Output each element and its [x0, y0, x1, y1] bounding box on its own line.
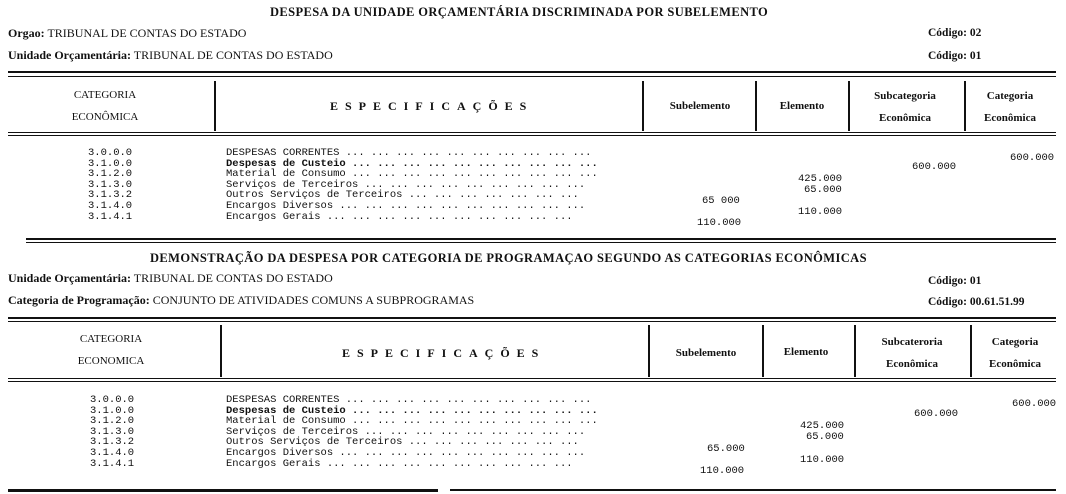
subelemento-value: 65.000 — [707, 443, 745, 455]
unidade-line-2 — [8, 271, 333, 286]
unidade-code — [928, 50, 981, 62]
spec-cell: Material de Consumo ... ... ... ... ... ... ... ... ... ... — [226, 168, 598, 181]
code-cell: 3.1.4.0 — [90, 446, 135, 459]
col-header-elemento: Elemento — [779, 100, 825, 112]
spec-cell: DESPESAS CORRENTES ... ... ... ... ... ... ... ... ... ... — [226, 394, 592, 406]
subcategoria-value: 600.000 — [912, 161, 957, 173]
code-cell: 3.1.2.0 — [88, 168, 133, 181]
elemento-value: 425.000 — [800, 420, 845, 432]
specs-column-2 — [226, 395, 598, 469]
code-cell: 3.1.4.1 — [88, 210, 133, 223]
orgao-line — [8, 26, 246, 41]
table-2-top-rule — [8, 317, 1056, 319]
code-value: 01 — [969, 275, 982, 287]
table-1-bottom-rule-2 — [26, 242, 1056, 243]
spec-cell: Encargos Gerais ... ... ... ... ... ... ... ... ... ... — [226, 210, 573, 223]
categoria-programacao-label: Categoria de Programação: — [8, 293, 150, 307]
col-header-economica: ECONÔMICA — [71, 111, 139, 123]
spec-cell: Outros Serviços de Terceiros ... ... ... ... ... ... ... — [226, 189, 579, 202]
unidade-value: TRIBUNAL DE CONTAS DO ESTADO — [133, 48, 333, 62]
spec-cell: Encargos Gerais ... ... ... ... ... ... ... ... ... ... — [226, 457, 573, 470]
spec-cell: Outros Serviços de Terceiros ... ... ... ... ... ... ... — [226, 436, 579, 449]
categoria-value: 600.000 — [1010, 152, 1055, 164]
code-cell: 3.1.3.2 — [90, 436, 135, 449]
table-1-header-rule-2 — [8, 135, 1056, 136]
col-header-categoria: CATEGORIA — [73, 89, 137, 101]
table-1-top-rule-2 — [8, 76, 1056, 77]
categoria-programacao-code — [928, 296, 1024, 308]
code-cell: 3.1.3.0 — [88, 178, 133, 191]
section-2-title: DEMONSTRAÇÃO DA DESPESA POR CATEGORIA DE PROGRAMAÇAO SEGUNDO AS CATEGORIAS ECONÔMICAS — [150, 251, 867, 265]
col-header-economica: ECONOMICA — [77, 355, 145, 367]
code-label: Código: — [928, 27, 967, 39]
code-cell: 3.1.4.0 — [88, 199, 133, 212]
table-2-bottom-rule-b — [450, 489, 1056, 491]
col-divider — [854, 325, 856, 377]
spec-cell: Serviços de Terceiros ... ... ... ... ... ... ... ... ... — [226, 425, 586, 438]
orgao-value: TRIBUNAL DE CONTAS DO ESTADO — [47, 26, 247, 40]
elemento-value: 110.000 — [798, 206, 843, 218]
col-header-categoria-col-2: Econômica — [989, 358, 1041, 370]
table-2-header-rule-2 — [8, 381, 1056, 382]
code-cell: 3.1.4.1 — [90, 457, 135, 470]
elemento-value: 65.000 — [806, 431, 844, 443]
code-cell: 3.0.0.0 — [88, 147, 133, 159]
code-label: Código: — [928, 50, 967, 62]
table-1-bottom-rule — [26, 238, 1056, 240]
col-header-subcategoria-2: Econômica — [879, 112, 931, 124]
elemento-value: 425.000 — [798, 173, 843, 185]
col-header-categoria-col-2: Econômica — [984, 112, 1036, 124]
col-header-subcategoria: Subcateroria — [881, 336, 943, 348]
code-value: 00.61.51.99 — [969, 296, 1025, 308]
unidade-code-2 — [928, 275, 981, 287]
code-label: Código: — [928, 275, 967, 287]
col-header-subelemento: Subelemento — [669, 100, 731, 112]
code-cell: 3.1.0.0 — [88, 157, 133, 170]
col-header-elemento: Elemento — [783, 346, 829, 358]
col-header-categoria-col: Categoria — [991, 336, 1039, 348]
table-2-header-rule — [8, 378, 1056, 379]
col-divider — [220, 325, 222, 377]
code-value: 02 — [969, 27, 982, 39]
categoria-programacao-line — [8, 293, 474, 308]
subcategoria-value: 600.000 — [914, 408, 959, 420]
spec-cell: Encargos Diversos ... ... ... ... ... ... ... ... ... ... — [226, 446, 586, 459]
col-divider — [648, 325, 650, 377]
elemento-value: 110.000 — [800, 454, 845, 466]
spec-cell: Despesas de Custeio ... ... ... ... ... ... ... ... ... ... — [226, 404, 598, 417]
col-header-subcategoria: Subcategoria — [874, 90, 936, 102]
table-1-header-rule — [8, 132, 1056, 133]
col-header-subelemento: Subelemento — [675, 347, 737, 359]
code-cell: 3.1.3.0 — [90, 425, 135, 438]
table-2-top-rule-2 — [8, 321, 1056, 322]
col-header-categoria: CATEGORIA — [79, 333, 143, 345]
unidade-value: TRIBUNAL DE CONTAS DO ESTADO — [133, 271, 333, 285]
elemento-value: 65.000 — [804, 184, 842, 196]
unidade-label: Unidade Orçamentária: — [8, 48, 131, 62]
code-cell: 3.1.0.0 — [90, 404, 135, 417]
spec-cell: Material de Consumo ... ... ... ... ... ... ... ... ... ... — [226, 415, 598, 428]
col-header-especificacoes: ESPECIFICAÇÕES — [330, 99, 534, 113]
codes-column-2 — [90, 395, 134, 469]
code-value: 01 — [969, 50, 982, 62]
unidade-label: Unidade Orçamentária: — [8, 271, 131, 285]
unidade-line — [8, 48, 333, 63]
code-label: Código: — [928, 296, 967, 308]
code-cell: 3.1.3.2 — [88, 189, 133, 202]
col-divider — [755, 81, 757, 131]
col-divider — [964, 81, 966, 131]
categoria-value: 600.000 — [1012, 398, 1057, 410]
col-divider — [642, 81, 644, 131]
code-cell: 3.0.0.0 — [90, 394, 135, 406]
table-2-bottom-rule — [8, 489, 438, 492]
spec-cell: Serviços de Terceiros ... ... ... ... ... ... ... ... ... — [226, 178, 586, 191]
spec-cell: Despesas de Custeio ... ... ... ... ... ... ... ... ... ... — [226, 157, 598, 170]
col-header-categoria-col: Categoria — [986, 90, 1034, 102]
spec-cell: Encargos Diversos ... ... ... ... ... ... ... ... ... ... — [226, 199, 586, 212]
subelemento-value: 65 000 — [702, 195, 740, 207]
orgao-code — [928, 27, 981, 39]
subelemento-value: 110.000 — [700, 465, 745, 477]
col-divider — [214, 81, 216, 131]
orgao-label: Orgao: — [8, 26, 45, 40]
table-1-top-rule — [8, 71, 1056, 73]
specs-column-1 — [226, 148, 598, 222]
code-cell: 3.1.2.0 — [90, 415, 135, 428]
categoria-programacao-value: CONJUNTO DE ATIVIDADES COMUNS A SUBPROGRAMAS — [152, 293, 475, 307]
spec-cell: DESPESAS CORRENTES ... ... ... ... ... ... ... ... ... ... — [226, 147, 592, 159]
col-divider — [848, 81, 850, 131]
codes-column-1 — [88, 148, 132, 222]
col-header-subcategoria-2: Econômica — [886, 358, 938, 370]
col-divider — [762, 325, 764, 377]
col-divider — [970, 325, 972, 377]
subelemento-value: 110.000 — [697, 217, 742, 229]
section-1-title: DESPESA DA UNIDADE ORÇAMENTÁRIA DISCRIMINADA POR SUBELEMENTO — [270, 5, 769, 19]
col-header-especificacoes: ESPECIFICAÇÕES — [342, 346, 546, 360]
